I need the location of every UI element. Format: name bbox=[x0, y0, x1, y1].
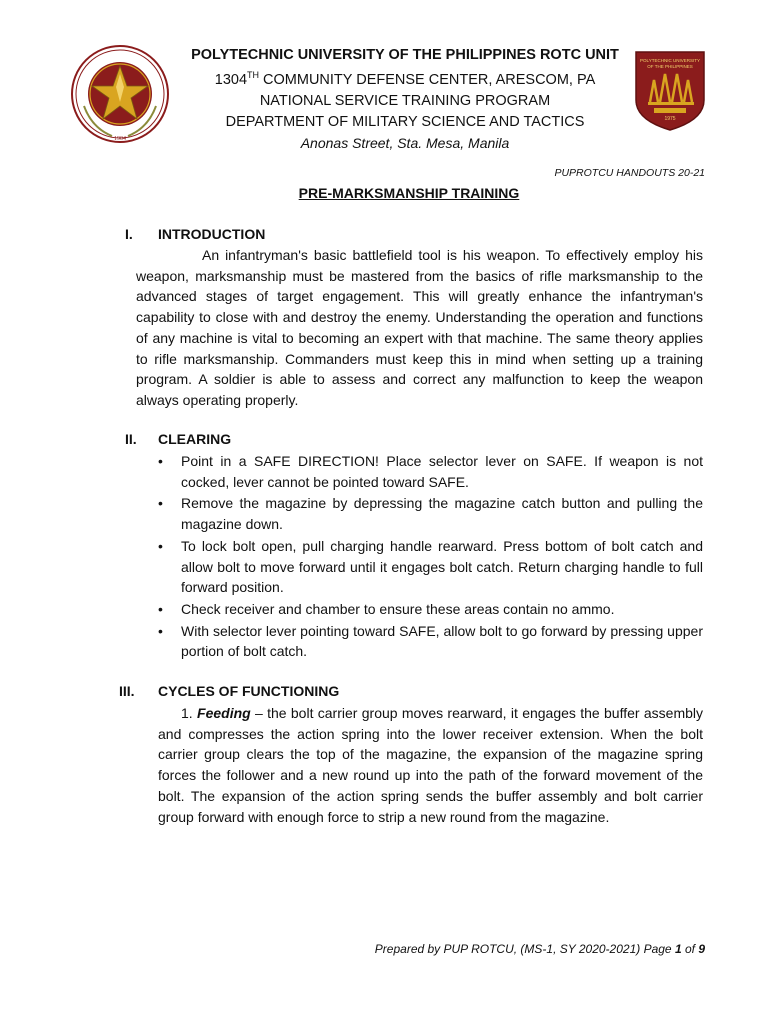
clearing-steps-list bbox=[158, 451, 703, 663]
shield-year: 1975 bbox=[664, 116, 676, 122]
pup-rotc-seal-logo bbox=[70, 44, 170, 144]
list-item: • Point in a SAFE DIRECTION! Place selector lever on SAFE. If weapon is not cocked, lever cannot be pointed toward SAFE. bbox=[158, 453, 703, 490]
page-total: 9 bbox=[698, 942, 705, 956]
seal-year: 1904 bbox=[114, 136, 126, 142]
feeding-paragraph: 1. Feeding – the bolt carrier group moves rearward, it engages the buffer assembly and compresses the action spring into the lower receiver extension. When the bolt carrier group clears the top of the magazine, the expansion of the magazine spring forces the follower and a new round up into the path of the forward movement of the bolt. The expansion of the action spring sends the buffer assembly and bolt carrier group forward with enough force to strip a new round from the magazine. bbox=[158, 705, 704, 825]
page-number: 1 bbox=[674, 942, 682, 956]
department-line: DEPARTMENT OF MILITARY SCIENCE AND TACTICS bbox=[225, 113, 585, 130]
list-item: • To lock bolt open, pull charging handle rearward. Press bottom of bolt catch and allow bolt to move forward until it engages bolt catch. Return charging handle to full forward position. bbox=[158, 537, 703, 596]
nstp-line: NATIONAL SERVICE TRAINING PROGRAM bbox=[259, 92, 551, 109]
page-footer: Prepared by PUP ROTCU, (MS-1, SY 2020-2021) Page 1 of 9 bbox=[374, 942, 705, 956]
document-title: PRE-MARKSMANSHIP TRAINING bbox=[298, 185, 520, 201]
letterhead bbox=[170, 46, 640, 154]
defense-center-line: 1304TH COMMUNITY DEFENSE CENTER, ARESCOM, PA bbox=[214, 70, 596, 88]
introduction-paragraph: An infantryman's basic battlefield tool is his weapon. To effectively employ his weapon, marksmanship must be mastered from the basics of rifle marksmanship to the advanced stages of target engagement. This will greatly enhance the infantryman's capability to close with and destroy the enemy. Understanding the operation and functions of any machine is vital to becoming an expert with that machine. The same theory applies to rifle marksmanship. Commanders must keep this in mind when setting up a training program. A soldier is able to assess and correct any malfunction to keep the weapon always operating properly. bbox=[136, 247, 703, 408]
svg-text:POLYTECHNIC UNIVERSITY: POLYTECHNIC UNIVERSITY bbox=[640, 58, 700, 63]
handout-code: PUPROTCU HANDOUTS 20-21 bbox=[554, 167, 705, 179]
document-page: 1904 POLYTECHNIC UNIVERSITY OF THE PHILIPPINES ROTC UNIT 1304TH COMMUNITY DEFENSE CENTER, ARESCOM, PA NATIONAL SERVICE TRAINING PROGRAM DEPARTMENT OF MILITARY SCIENCE AND TACTICS Anonas Street, Sta. Mesa, Manila POLYTECHNIC UNIVERSITY OF THE PHILIPPINES 1975 PUPROTCU HANDOUTS 20-21 PRE-MARKSMANSHIP TRAINING I. INTRODUCTION An infantryman's basic battlefield tool is his weapon. To effectively employ his weapon, marksmanship must be mastered from the basics of rifle marksmanship to the advanced stages of target engagement. This will greatly enhance the infantryman's capability to close with and destroy the enemy. Understanding the operation and functions of any machine is vital to becoming an expert with that machine. The same theory applies to rifle marksmanship. Commanders must keep this in mind when setting up a training program. A soldier is able to assess and correct any malfunction to keep the weapon always operating properly. II. CLEARING • Point in a SAFE DIRECTION! Place selector lever on SAFE. If weapon is not cocked, lever cannot be pointed toward SAFE. • Remove the magazine by depressing the magazine catch button and pulling the magazine down. • To lock bolt open, pull charging handle rearward. Press bottom of bolt catch and allow bolt to move forward until it engages bolt catch. Return charging handle to full forward position. • Check receiver and chamber to ensure these areas contain no ammo. • With selector lever pointing toward SAFE, allow bolt to go forward by pressing upper portion of bolt catch. III. CYCLES OF FUNCTIONING 1. Feeding – the bolt carrier group moves rearward, it engages the buffer assembly and compresses the action spring into the lower receiver extension. When the bolt carrier group clears the top of the magazine, the expansion of the magazine spring forces the follower and a new round up into the path of the forward movement of the bolt. The expansion of the action spring sends the buffer assembly and bolt carrier group forward with enough force to strip a new round from the magazine. Prepared by PUP ROTCU, (MS-1, SY 2020-2021) Page 1 of 9 bbox=[0, 0, 768, 1024]
svg-text:OF THE PHILIPPINES: OF THE PHILIPPINES bbox=[647, 64, 693, 69]
university-name: POLYTECHNIC UNIVERSITY OF THE PHILIPPINES ROTC UNIT bbox=[191, 47, 619, 63]
address-line: Anonas Street, Sta. Mesa, Manila bbox=[300, 134, 510, 151]
list-item: • With selector lever pointing toward SAFE, allow bolt to go forward by pressing upper portion of bolt catch. bbox=[158, 622, 703, 660]
feeding-term: Feeding bbox=[197, 705, 251, 721]
pup-shield-logo bbox=[634, 50, 706, 132]
list-item: • Remove the magazine by depressing the magazine catch button and pulling the magazine down. bbox=[158, 495, 703, 533]
list-item: • Check receiver and chamber to ensure these areas contain no ammo. bbox=[158, 600, 615, 617]
